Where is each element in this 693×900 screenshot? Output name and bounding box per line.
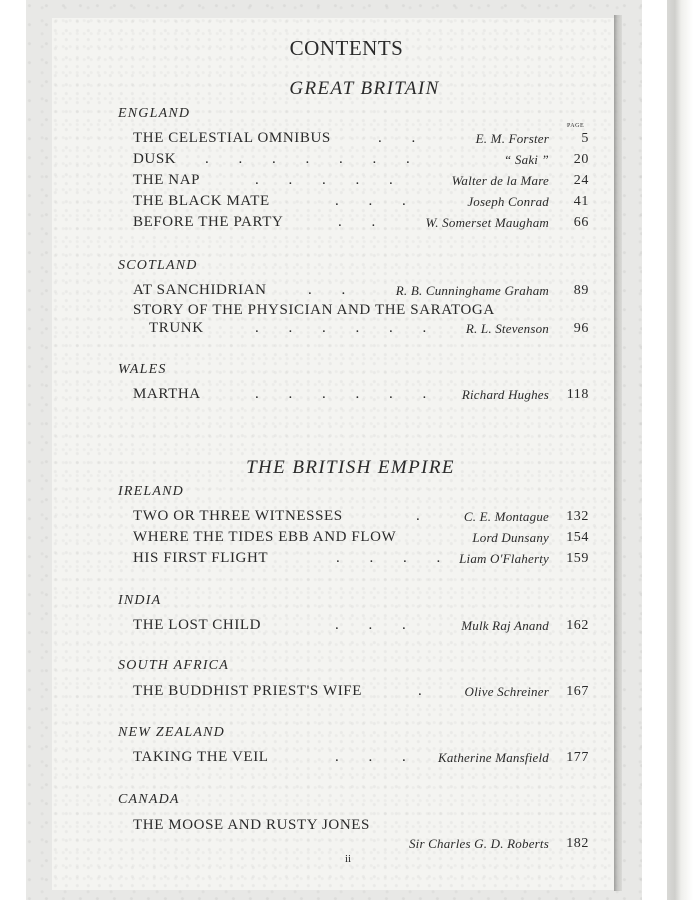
page-column-label: PAGE — [567, 123, 585, 129]
region-heading-new-zealand: NEW ZEALAND — [118, 725, 225, 740]
entry-page: 162 — [566, 618, 589, 633]
toc-entry-taking-the-veil[interactable] — [133, 749, 589, 769]
entry-page: 89 — [573, 283, 589, 298]
entry-title: THE NAP — [133, 172, 201, 188]
entry-page: 132 — [566, 509, 589, 524]
dot-leader: . . — [338, 214, 389, 230]
toc-entry-at-sanchidrian[interactable] — [133, 282, 589, 302]
page-folio: ii — [345, 853, 352, 865]
entry-author: Katherine Mansfield — [437, 750, 549, 765]
region-heading-ireland: IRELAND — [118, 484, 184, 499]
page-spine-shadow — [614, 15, 622, 891]
entry-author: E. M. Forster — [475, 131, 549, 146]
entry-title: BEFORE THE PARTY — [133, 214, 284, 230]
region-heading-wales: WALES — [118, 362, 167, 377]
entry-title: WHERE THE TIDES EBB AND FLOW — [133, 529, 397, 545]
entry-title: THE MOOSE AND RUSTY JONES — [133, 817, 370, 833]
dot-leader: . . . . . . . — [205, 151, 423, 167]
entry-author: W. Somerset Maugham — [425, 215, 549, 230]
entry-title: DUSK — [133, 151, 177, 167]
dot-leader: . . — [378, 130, 429, 146]
region-heading-india: INDIA — [118, 593, 162, 608]
toc-entry-martha[interactable] — [133, 386, 589, 406]
toc-entry-before-the-party[interactable] — [133, 214, 589, 234]
entry-title: AT SANCHIDRIAN — [133, 282, 267, 298]
entry-author: Liam O'Flaherty — [459, 551, 549, 566]
dot-leader: . . . — [335, 749, 419, 765]
dot-leader: . . . . — [336, 550, 454, 566]
entry-page: 24 — [573, 173, 589, 188]
entry-page: 20 — [573, 152, 589, 167]
entry-author: Mulk Raj Anand — [461, 618, 549, 633]
part-title-great-britain: GREAT BRITAIN — [289, 78, 440, 99]
entry-author: Richard Hughes — [461, 387, 549, 402]
entry-page: 96 — [573, 321, 589, 336]
entry-page: 118 — [566, 387, 589, 402]
page-edge — [667, 0, 693, 900]
entry-author: Lord Dunsany — [472, 530, 549, 545]
entry-author: Walter de la Mare — [451, 173, 549, 188]
entry-author: “ Saki ” — [504, 152, 549, 167]
entry-title: THE CELESTIAL OMNIBUS — [133, 130, 331, 146]
entry-author: Joseph Conrad — [467, 194, 549, 209]
toc-entry-two-or-three-witnesses[interactable] — [133, 508, 589, 528]
dot-leader: . — [418, 683, 435, 699]
entry-author: R. B. Cunninghame Graham — [395, 283, 549, 298]
entry-author: R. L. Stevenson — [465, 321, 549, 336]
region-heading-scotland: SCOTLAND — [118, 258, 198, 273]
entry-title: STORY OF THE PHYSICIAN AND THE SARATOGA — [133, 302, 495, 318]
entry-page: 177 — [566, 750, 589, 765]
entry-page: 154 — [566, 530, 589, 545]
entry-page: 5 — [581, 131, 589, 146]
dot-leader: . . . . . — [255, 172, 406, 188]
entry-author: C. E. Montague — [463, 509, 549, 524]
entry-title: HIS FIRST FLIGHT — [133, 550, 269, 566]
toc-entry-story-of-the-physician-cont[interactable] — [133, 320, 589, 340]
toc-entry-moose-and-rusty-jones[interactable] — [133, 817, 589, 837]
dot-leader: . . — [308, 282, 359, 298]
entry-page: 167 — [566, 684, 589, 699]
toc-entry-the-nap[interactable] — [133, 172, 589, 192]
toc-entry-where-the-tides[interactable] — [133, 529, 589, 549]
entry-author: Sir Charles G. D. Roberts — [408, 836, 549, 851]
toc-entry-story-of-the-physician[interactable] — [133, 302, 589, 322]
toc-entry-buddhist-priests-wife[interactable] — [133, 683, 589, 703]
dot-leader: . . . — [335, 617, 419, 633]
entry-page: 41 — [573, 194, 589, 209]
entry-title: TRUNK — [149, 320, 204, 336]
entry-title: MARTHA — [133, 386, 201, 402]
toc-entry-dusk[interactable] — [133, 151, 589, 171]
entry-title: TAKING THE VEIL — [133, 749, 269, 765]
entry-title: TWO OR THREE WITNESSES — [133, 508, 343, 524]
dot-leader: . . . . . . — [255, 320, 440, 336]
toc-entry-moose-and-rusty-jones-cont[interactable] — [133, 835, 589, 855]
toc-entry-celestial-omnibus[interactable] — [133, 130, 589, 150]
entry-title: THE BLACK MATE — [133, 193, 270, 209]
part-title-british-empire: THE BRITISH EMPIRE — [246, 457, 455, 478]
toc-entry-his-first-flight[interactable] — [133, 550, 589, 570]
dot-leader: . — [416, 508, 433, 524]
contents-heading: CONTENTS — [289, 36, 404, 60]
dot-leader: . . . . . . — [255, 386, 440, 402]
region-heading-england: ENGLAND — [118, 106, 191, 121]
entry-title: THE BUDDHIST PRIEST'S WIFE — [133, 683, 363, 699]
toc-entry-the-lost-child[interactable] — [133, 617, 589, 637]
region-heading-canada: CANADA — [118, 792, 180, 807]
toc-entry-black-mate[interactable] — [133, 193, 589, 213]
entry-title: THE LOST CHILD — [133, 617, 262, 633]
entry-page: 66 — [573, 215, 589, 230]
region-heading-south-africa: SOUTH AFRICA — [118, 658, 229, 673]
dot-leader: . . . — [335, 193, 419, 209]
entry-page: 159 — [566, 551, 589, 566]
entry-page: 182 — [566, 836, 589, 851]
entry-author: Olive Schreiner — [464, 684, 549, 699]
